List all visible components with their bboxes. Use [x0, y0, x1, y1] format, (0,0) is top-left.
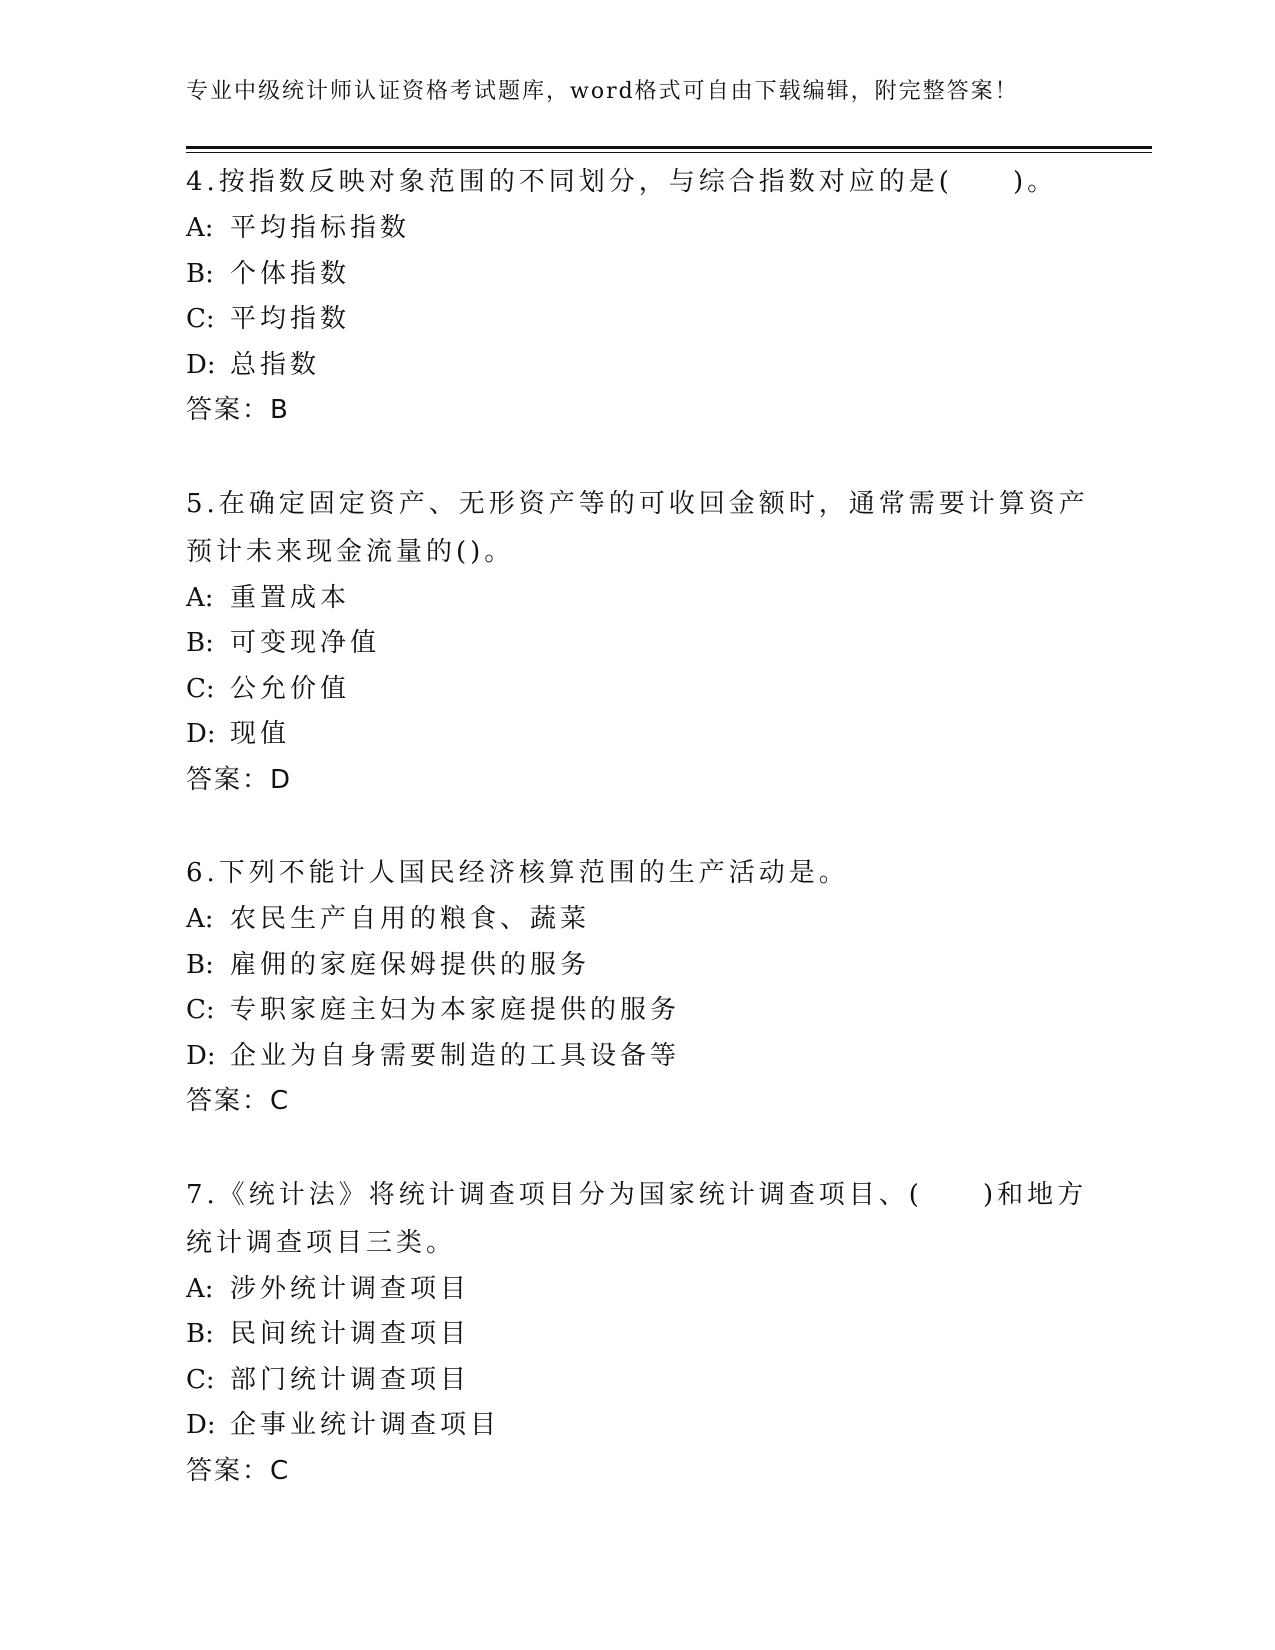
- option-text: 总指数: [230, 349, 321, 380]
- question-stem-continued: 预计未来现金流量的()。: [186, 536, 515, 567]
- option-text: 重置成本: [230, 582, 351, 613]
- option-letter: B:: [186, 949, 214, 980]
- option-text: 雇佣的家庭保姆提供的服务: [230, 949, 591, 980]
- question-item: [186, 480, 1089, 804]
- option-letter: C:: [186, 304, 215, 334]
- option-text: 涉外统计调查项目: [230, 1273, 471, 1304]
- option-a: [186, 1267, 1086, 1313]
- option-letter: C:: [186, 1364, 215, 1395]
- option-letter: C:: [186, 995, 215, 1025]
- question-item: [186, 1171, 1086, 1495]
- header-rule-thin: [186, 152, 1152, 153]
- question-stem: 4.按指数反映对象范围的不同划分，与综合指数对应的是( )。: [186, 167, 1058, 197]
- question-list: [186, 158, 1089, 1540]
- option-text: 企事业统计调查项目: [230, 1410, 501, 1440]
- option-letter: D:: [186, 349, 216, 380]
- option-letter: A:: [186, 904, 214, 934]
- option-d: [186, 1403, 1086, 1449]
- question-item: [186, 849, 1086, 1125]
- header-rule-thick: [186, 146, 1152, 149]
- answer-line: 答案：D: [186, 764, 293, 795]
- option-letter: B:: [186, 1319, 214, 1349]
- option-d: [186, 712, 1086, 758]
- option-letter: D:: [186, 1040, 216, 1071]
- option-text: 专职家庭主妇为本家庭提供的服务: [230, 995, 681, 1025]
- question-stem: 6.下列不能计人国民经济核算范围的生产活动是。: [186, 858, 849, 888]
- option-text: 个体指数: [230, 258, 351, 289]
- question-item: [186, 158, 1086, 434]
- option-c: [186, 667, 1086, 713]
- option-letter: B:: [186, 258, 214, 289]
- option-b: [186, 1312, 1086, 1358]
- option-b: [186, 943, 1086, 989]
- option-text: 农民生产自用的粮食、蔬菜: [230, 904, 591, 934]
- option-b: [186, 252, 1086, 298]
- option-text: 企业为自身需要制造的工具设备等: [230, 1040, 681, 1071]
- option-a: [186, 576, 1086, 622]
- option-letter: B:: [186, 628, 214, 658]
- option-text: 部门统计调查项目: [230, 1364, 471, 1395]
- option-letter: D:: [186, 719, 216, 749]
- option-text: 可变现净值: [230, 628, 381, 658]
- option-letter: A:: [186, 1273, 214, 1304]
- option-text: 公允价值: [230, 673, 351, 704]
- answer-line: 答案：B: [186, 395, 290, 425]
- option-letter: A:: [186, 582, 214, 613]
- answer-line: 答案：C: [186, 1086, 291, 1116]
- option-a: [186, 206, 1086, 252]
- question-stem: 5.在确定固定资产、无形资产等的可收回金额时，通常需要计算资产: [186, 488, 1089, 519]
- option-c: [186, 297, 1086, 343]
- option-a: [186, 897, 1086, 943]
- option-letter: C:: [186, 673, 215, 704]
- option-d: [186, 343, 1086, 389]
- option-c: [186, 1358, 1086, 1404]
- option-text: 平均指标指数: [230, 213, 411, 243]
- option-letter: D:: [186, 1410, 216, 1440]
- option-text: 平均指数: [230, 304, 351, 334]
- option-letter: A:: [186, 213, 214, 243]
- option-text: 现值: [230, 719, 291, 749]
- option-text: 民间统计调查项目: [230, 1319, 471, 1349]
- page-header: 专业中级统计师认证资格考试题库，word格式可自由下载编辑，附完整答案！: [186, 79, 1019, 104]
- option-c: [186, 988, 1086, 1034]
- question-stem: 7.《统计法》将统计调查项目分为国家统计调查项目、( )和地方: [186, 1179, 1088, 1210]
- answer-line: 答案：C: [186, 1455, 291, 1486]
- option-b: [186, 621, 1086, 667]
- question-stem-continued: 统计调查项目三类。: [186, 1227, 457, 1258]
- option-d: [186, 1034, 1086, 1080]
